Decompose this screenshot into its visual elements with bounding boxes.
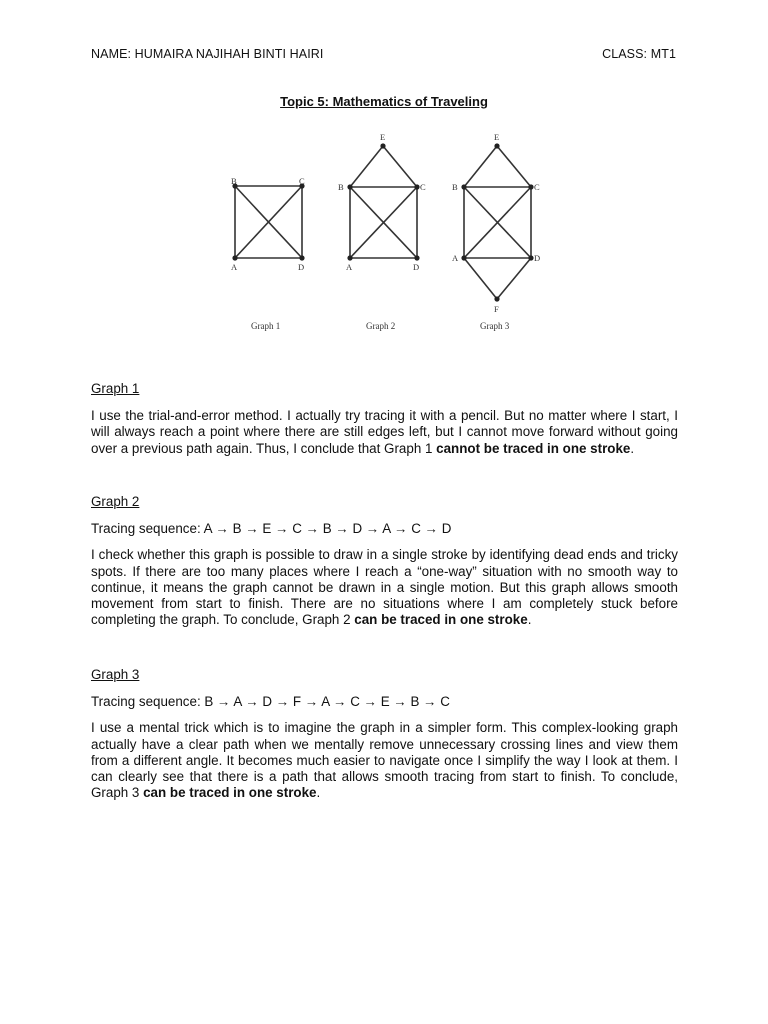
graph-1-label-d: D — [298, 262, 305, 272]
graph-1-heading: Graph 1 — [91, 381, 140, 396]
class-label: CLASS: MT1 — [602, 47, 676, 61]
graph-3-sequence: Tracing sequence: B → A → D → F → A → C → E → B → C — [91, 694, 450, 710]
graph-2-heading: Graph 2 — [91, 494, 140, 509]
graph-3-vertex-a — [461, 255, 466, 260]
graph-1-vertex-d — [299, 255, 304, 260]
graph-1-label-a: A — [231, 262, 238, 272]
graph-2-label-b: B — [338, 182, 344, 192]
graph-2-vertex-a — [347, 255, 352, 260]
graph-2-section — [91, 494, 678, 628]
graph-1-label-b: B — [231, 176, 237, 186]
graph-1-vertex-a — [232, 255, 237, 260]
graph-3-vertex-e — [494, 143, 499, 148]
graph-3-heading: Graph 3 — [91, 667, 140, 682]
graph-3-vertex-d — [528, 255, 533, 260]
graph-3-vertex-b — [461, 184, 466, 189]
page-title: Topic 5: Mathematics of Traveling — [280, 94, 488, 109]
graph-3-conclusion: can be traced in one stroke — [143, 785, 317, 801]
graph-2-edges — [350, 146, 417, 258]
graphs-figure — [220, 128, 550, 338]
graph-3-label-b: B — [452, 182, 458, 192]
graph-2-sequence: Tracing sequence: A → B → E → C → B → D → A → C → D — [91, 521, 452, 537]
graph-3-label-d: D — [534, 253, 541, 263]
graph-2-label-d: D — [413, 262, 420, 272]
graph-1-section — [91, 381, 678, 457]
graph-3-label-f: F — [494, 304, 499, 314]
graph-2-conclusion: can be traced in one stroke — [354, 612, 528, 628]
graph-2-vertex-d — [414, 255, 419, 260]
graph-3-label-e: E — [494, 132, 500, 142]
graph-2-vertex-e — [380, 143, 385, 148]
graph-2-label-c: C — [420, 182, 426, 192]
graph-3-section — [91, 667, 678, 801]
graph-1-label-c: C — [299, 176, 305, 186]
graph-1-explanation: I use the trial-and-error method. I actually try tracing it with a pencil. But no matter where I start, I will always reach a point where there are still edges left, but I cannot move forward without going over a previous path again. Thus, I conclude that Graph 1 cannot be traced in one stroke. — [91, 408, 678, 456]
graph-2-label-a: A — [346, 262, 353, 272]
graph-3-vertex-f — [494, 296, 499, 301]
graph-1-conclusion: cannot be traced in one stroke — [436, 440, 631, 456]
graph-1-edges — [235, 186, 302, 258]
graph-2-caption: Graph 2 — [366, 321, 396, 331]
graph-2-explanation: I check whether this graph is possible to draw in a single stroke by identifying dead ends and tricky spots. If there are too many places where I reach a “one-way” situation with no smooth way to continue, it means the graph cannot be drawn in a single motion. But this graph allows smooth movement from start to finish. There are no situations where I am completely stuck before completing the graph. To conclude, Graph 2 can be traced in one stroke. — [91, 547, 678, 628]
graph-2-label-e: E — [380, 132, 386, 142]
graph-2-vertex-c — [414, 184, 419, 189]
graph-3-label-c: C — [534, 182, 540, 192]
graph-3-label-a: A — [452, 253, 459, 263]
student-name: NAME: HUMAIRA NAJIHAH BINTI HAIRI — [91, 47, 324, 61]
graph-1-caption: Graph 1 — [251, 321, 281, 331]
graph-2-vertex-b — [347, 184, 352, 189]
graph-3-vertex-c — [528, 184, 533, 189]
graph-3-explanation: I use a mental trick which is to imagine the graph in a simpler form. This complex-looking graph actually have a clear path when we mentally remove unnecessary crossing lines and view them from a different angle. It becomes much easier to navigate once I simplify the way I look at them. I can clearly see that there is a path that allows smooth tracing from start to finish. To conclude, Graph 3 can be traced in one stroke. — [91, 720, 678, 801]
graph-3-edges — [464, 146, 531, 299]
graph-3-caption: Graph 3 — [480, 321, 510, 331]
